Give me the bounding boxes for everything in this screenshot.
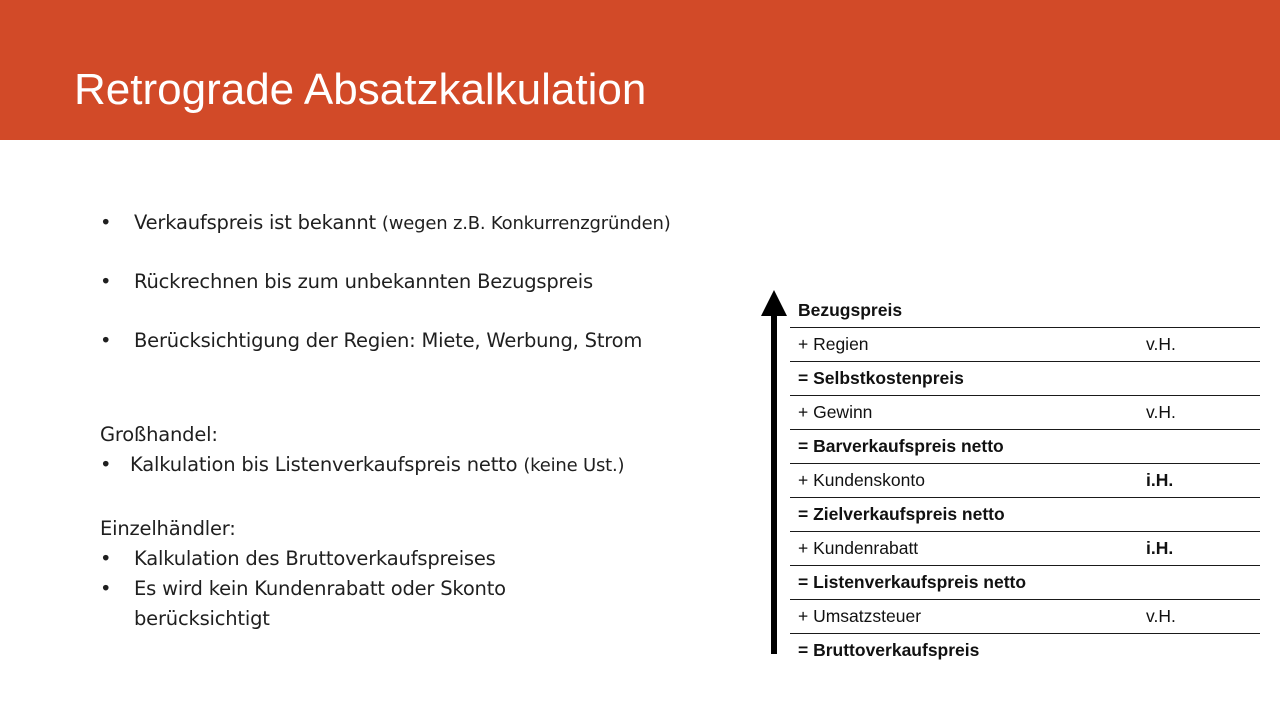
grosshandel-heading: Großhandel: (100, 423, 218, 446)
bullet-dot: • (100, 547, 112, 570)
row-suffix (1138, 498, 1260, 532)
row-label: + Regien (790, 328, 1138, 362)
bullet-item (100, 203, 671, 262)
table-row (790, 600, 1260, 634)
arrow-shaft (771, 312, 777, 654)
row-label: = Barverkaufspreis netto (790, 430, 1138, 464)
row-suffix: i.H. (1138, 464, 1260, 498)
bullet-aside: (wegen z.B. Konkurrenzgründen) (381, 213, 671, 234)
row-label: + Umsatzsteuer (790, 600, 1138, 634)
row-label: = Zielverkaufspreis netto (790, 498, 1138, 532)
row-suffix (1138, 634, 1260, 668)
bullet-item (100, 262, 671, 321)
row-suffix (1138, 362, 1260, 396)
arrow-head (761, 290, 787, 316)
list-item (100, 450, 624, 481)
einzelhaendler-list (100, 544, 604, 634)
einzelhaendler-heading: Einzelhändler: (100, 517, 236, 540)
table-row (790, 328, 1260, 362)
list-item-text: Kalkulation bis Listenverkaufspreis netto (130, 453, 518, 476)
bullet-item (100, 321, 671, 380)
bullet-dot: • (100, 270, 112, 293)
row-label: = Selbstkostenpreis (790, 362, 1138, 396)
header-bar (0, 0, 1280, 140)
bullet-text: Rückrechnen bis zum unbekannten Bezugspreis (134, 270, 593, 293)
bullet-dot: • (100, 329, 112, 352)
table-row (790, 464, 1260, 498)
row-label: + Kundenrabatt (790, 532, 1138, 566)
calculation-scheme-table (790, 294, 1260, 667)
row-label: = Bruttoverkaufspreis (798, 640, 980, 660)
bullet-dot: • (100, 453, 112, 476)
up-arrow-icon (760, 290, 790, 654)
row-suffix (1138, 566, 1260, 600)
calculation-rows (790, 294, 1260, 667)
row-label: + Gewinn (790, 396, 1138, 430)
bullet-dot: • (100, 211, 112, 234)
list-item (100, 544, 604, 574)
table-row (790, 294, 1260, 328)
list-item-aside: (keine Ust.) (523, 455, 625, 476)
row-suffix: v.H. (1138, 600, 1260, 634)
list-item-text: Kalkulation des Bruttoverkaufspreises (134, 547, 496, 570)
row-label: + Kundenskonto (790, 464, 1138, 498)
bullet-dot: • (100, 577, 112, 600)
table-row (790, 362, 1260, 396)
row-label: Bezugspreis (790, 294, 1138, 328)
table-row (790, 498, 1260, 532)
row-suffix: v.H. (1138, 328, 1260, 362)
table-row (790, 566, 1260, 600)
row-suffix (1138, 430, 1260, 464)
list-item (100, 574, 604, 634)
row-suffix: i.H. (1138, 532, 1260, 566)
table-row (790, 396, 1260, 430)
row-suffix (1138, 294, 1260, 328)
list-item-text: Es wird kein Kundenrabatt oder Skonto berücksichtigt (134, 577, 506, 630)
slide-title: Retrograde Absatzkalkulation (74, 65, 647, 114)
table-row (790, 430, 1260, 464)
einzelhaendler-section (100, 514, 604, 634)
table-row (790, 634, 1260, 668)
grosshandel-section (100, 420, 624, 481)
row-label: = Listenverkaufspreis netto (790, 566, 1138, 600)
bullet-text: Berücksichtigung der Regien: Miete, Werbung, Strom (134, 329, 643, 352)
table-row (790, 532, 1260, 566)
main-bullet-list (100, 203, 671, 380)
grosshandel-list (100, 450, 624, 481)
row-suffix: v.H. (1138, 396, 1260, 430)
bullet-text: Verkaufspreis ist bekannt (134, 211, 376, 234)
